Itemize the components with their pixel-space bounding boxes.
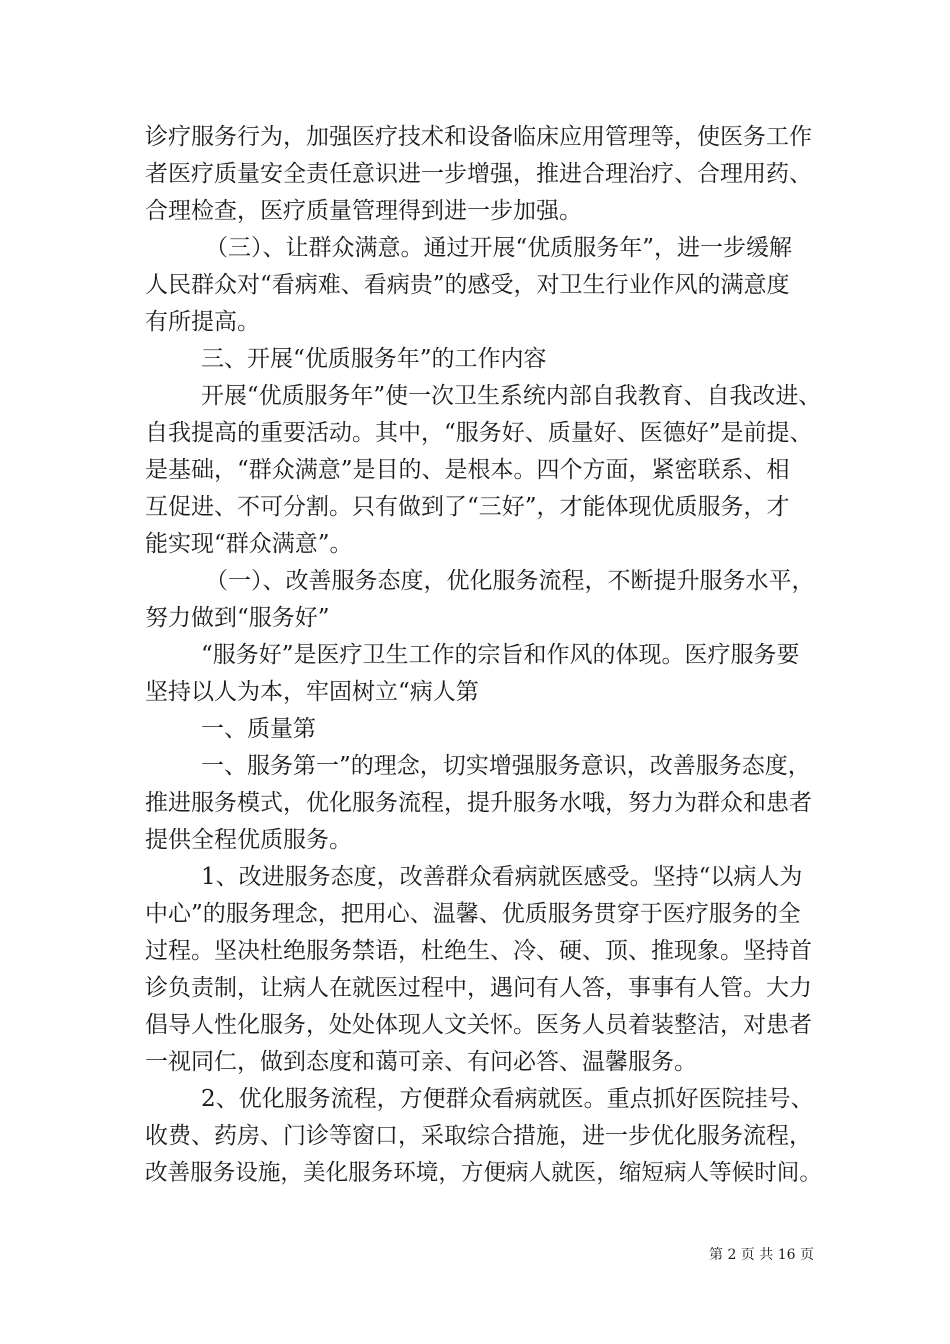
page-number-footer: 第 2 页 共 16 页 bbox=[709, 1247, 814, 1263]
text-line: “服务好”是医疗卫生工作的宗旨和作风的体现。医疗服务要 bbox=[201, 642, 800, 668]
text-line: 一、服务第一”的理念，切实增强服务意识，改善服务态度， bbox=[201, 753, 811, 779]
text-line: 2、优化服务流程，方便群众看病就医。重点抓好医院挂号、 bbox=[201, 1086, 814, 1112]
text-line: 坚持以人为本，牢固树立“病人第 bbox=[145, 679, 479, 705]
text-line: 一、质量第 bbox=[201, 716, 316, 742]
text-line: 提供全程优质服务。 bbox=[145, 827, 352, 853]
text-line: 开展“优质服务年”使一次卫生系统内部自我教育、自我改进、 bbox=[201, 383, 822, 409]
text-line: 者医疗质量安全责任意识进一步增强，推进合理治疗、合理用药、 bbox=[145, 161, 812, 187]
text-line: 中心”的服务理念，把用心、温馨、优质服务贯穿于医疗服务的全 bbox=[145, 901, 801, 927]
text-line: 倡导人性化服务，处处体现人文关怀。医务人员着装整洁，对患者 bbox=[145, 1012, 812, 1038]
text-line: 一视同仁，做到态度和蔼可亲、有问必答、温馨服务。 bbox=[145, 1049, 697, 1075]
text-line: （三）、让群众满意。通过开展“优质服务年”，进一步缓解 bbox=[205, 235, 793, 261]
text-line: 推进服务模式，优化服务流程，提升服务水哦，努力为群众和患者 bbox=[145, 790, 812, 816]
subsection-heading: （一）、改善服务态度，优化服务流程，不断提升服务水平， bbox=[205, 568, 815, 594]
text-line: 改善服务设施，美化服务环境，方便病人就医，缩短病人等候时间。 bbox=[145, 1160, 822, 1186]
text-line: 过程。坚决杜绝服务禁语，杜绝生、冷、硬、顶、推现象。坚持首 bbox=[145, 938, 812, 964]
text-line: 诊负责制，让病人在就医过程中，遇问有人答，事事有人管。大力 bbox=[145, 975, 812, 1001]
text-line: 有所提高。 bbox=[145, 309, 260, 335]
text-line: 诊疗服务行为，加强医疗技术和设备临床应用管理等，使医务工作 bbox=[145, 124, 812, 150]
text-line: 是基础，“群众满意”是目的、是根本。四个方面，紧密联系、相 bbox=[145, 457, 790, 483]
text-line: 1、改进服务态度，改善群众看病就医感受。坚持“以病人为 bbox=[201, 864, 803, 890]
section-heading: 三、开展“优质服务年”的工作内容 bbox=[201, 346, 547, 372]
subsection-heading: 努力做到“服务好” bbox=[145, 605, 330, 631]
text-line: 人民群众对“看病难、看病贵”的感受，对卫生行业作风的满意度 bbox=[145, 272, 790, 298]
text-line: 能实现“群众满意”。 bbox=[145, 531, 353, 557]
text-line: 合理检查，医疗质量管理得到进一步加强。 bbox=[145, 198, 582, 224]
text-line: 自我提高的重要活动。其中，“服务好、质量好、医德好”是前提、 bbox=[145, 420, 813, 446]
text-line: 收费、药房、门诊等窗口，采取综合措施，进一步优化服务流程， bbox=[145, 1123, 812, 1149]
text-line: 互促进、不可分割。只有做到了“三好”，才能体现优质服务，才 bbox=[145, 494, 790, 520]
